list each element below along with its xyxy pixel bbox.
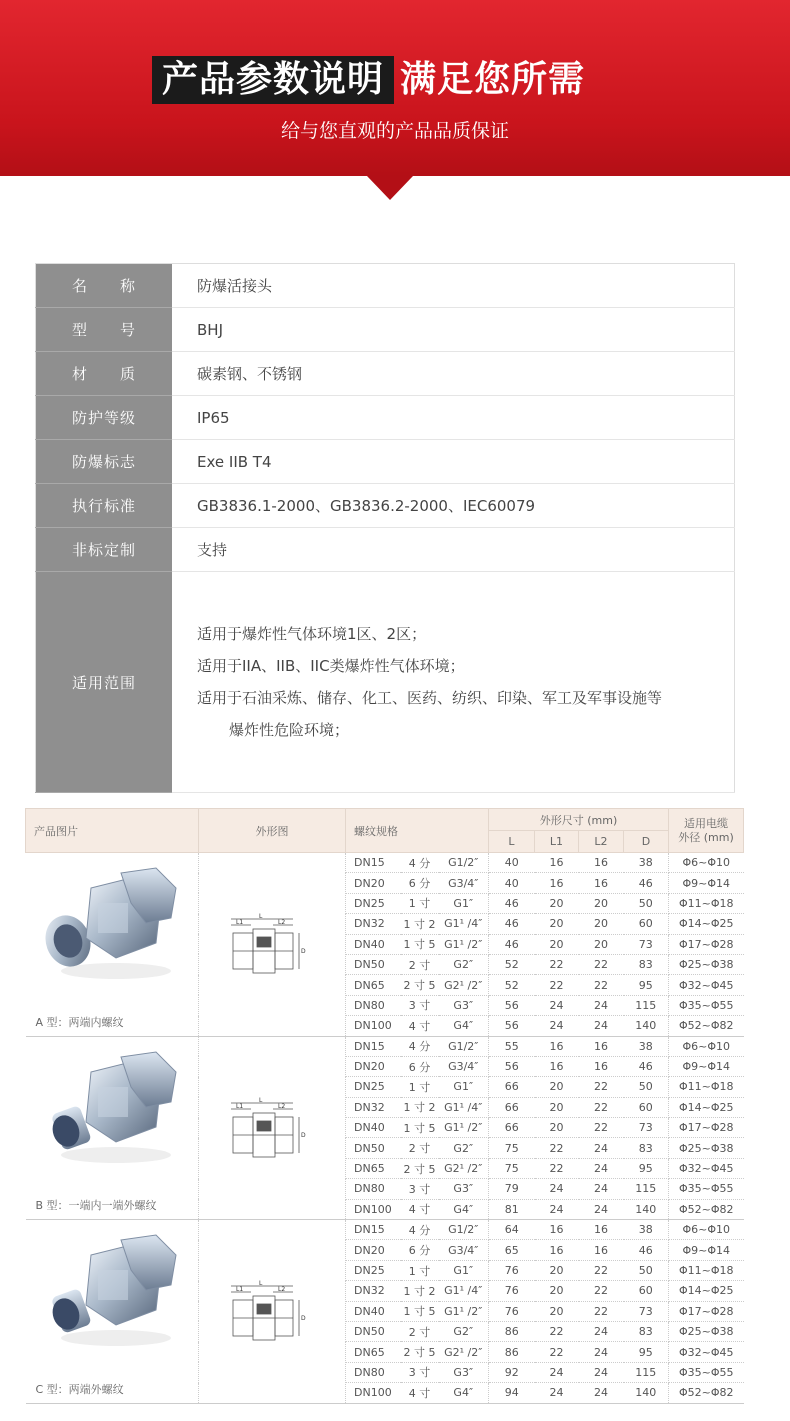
thread-spec: G2″	[439, 1138, 489, 1158]
dim-D: 46	[624, 1240, 669, 1260]
spec-row	[26, 1036, 744, 1056]
dim-D: 50	[624, 893, 669, 913]
thread-spec: G1¹ /2″	[439, 1118, 489, 1138]
thread-spec: G1/2″	[439, 1220, 489, 1240]
dim-L: 79	[489, 1179, 535, 1199]
inch-size: 6 分	[401, 1056, 439, 1076]
dim-L: 55	[489, 1036, 535, 1056]
dim-L: 92	[489, 1362, 535, 1382]
dim-L2: 24	[579, 1342, 624, 1362]
dim-L2: 20	[579, 914, 624, 934]
dim-D: 50	[624, 1260, 669, 1280]
inch-size: 2 寸	[401, 954, 439, 974]
dim-L2: 16	[579, 873, 624, 893]
drawing-label-L1: L1	[236, 1102, 244, 1110]
dim-L2: 20	[579, 893, 624, 913]
thread-spec: G1/2″	[439, 853, 489, 873]
header-L: L	[489, 831, 535, 853]
dim-L2: 24	[579, 1158, 624, 1178]
dim-L: 66	[489, 1118, 535, 1138]
dim-L: 86	[489, 1321, 535, 1341]
scope-line: 适用于爆炸性气体环境1区、2区；	[197, 625, 427, 643]
inch-size: 4 分	[401, 853, 439, 873]
dim-L1: 24	[535, 1179, 579, 1199]
dim-L2: 22	[579, 1281, 624, 1301]
dn-size: DN50	[346, 954, 401, 974]
spec-row	[26, 1220, 744, 1240]
param-row	[36, 352, 735, 396]
cable-range: Φ25~Φ38	[669, 954, 744, 974]
dim-L2: 24	[579, 1138, 624, 1158]
drawing-label-L2: L2	[278, 1102, 286, 1110]
dim-L1: 20	[535, 1097, 579, 1117]
thread-spec: G1¹ /4″	[439, 1097, 489, 1117]
inch-size: 1 寸	[401, 893, 439, 913]
dim-D: 73	[624, 934, 669, 954]
dim-L1: 24	[535, 1383, 579, 1403]
cable-range: Φ9~Φ14	[669, 873, 744, 893]
dim-L2: 22	[579, 1301, 624, 1321]
dim-L: 75	[489, 1138, 535, 1158]
drawing-label-L1: L1	[236, 1286, 244, 1294]
cable-range: Φ52~Φ82	[669, 1383, 744, 1403]
dim-D: 60	[624, 1097, 669, 1117]
banner-title-highlight: 产品参数说明	[152, 56, 394, 104]
thread-spec: G2″	[439, 954, 489, 974]
dim-L: 76	[489, 1301, 535, 1321]
dim-L1: 22	[535, 1138, 579, 1158]
cable-range: Φ6~Φ10	[669, 1036, 744, 1056]
dim-L2: 24	[579, 995, 624, 1015]
inch-size: 6 分	[401, 873, 439, 893]
cable-range: Φ32~Φ45	[669, 1342, 744, 1362]
product-params-table	[35, 263, 735, 793]
drawing-label-L2: L2	[278, 1286, 286, 1294]
cable-range: Φ25~Φ38	[669, 1138, 744, 1158]
param-row	[36, 308, 735, 352]
param-key: 型 号	[36, 308, 173, 352]
thread-spec: G3/4″	[439, 873, 489, 893]
dim-L: 86	[489, 1342, 535, 1362]
scope-line: 爆炸性危险环境；	[229, 721, 350, 739]
product-photo-cell	[26, 1220, 199, 1404]
cable-range: Φ32~Φ45	[669, 1158, 744, 1178]
dim-L1: 20	[535, 1118, 579, 1138]
drawing-label-L: L	[259, 913, 263, 920]
dn-size: DN100	[346, 1199, 401, 1219]
cable-range: Φ35~Φ55	[669, 995, 744, 1015]
dim-L: 46	[489, 934, 535, 954]
dim-L: 40	[489, 873, 535, 893]
product-photo-cell	[26, 853, 199, 1037]
inch-size: 6 分	[401, 1240, 439, 1260]
dim-L2: 16	[579, 853, 624, 873]
inch-size: 1 寸 2	[401, 1097, 439, 1117]
dim-L2: 22	[579, 954, 624, 974]
inch-size: 3 寸	[401, 995, 439, 1015]
dim-L2: 24	[579, 1362, 624, 1382]
drawing-label-D: D	[301, 948, 306, 955]
spec-row	[26, 853, 744, 873]
cable-range: Φ25~Φ38	[669, 1321, 744, 1341]
inch-size: 2 寸	[401, 1321, 439, 1341]
cable-range: Φ9~Φ14	[669, 1056, 744, 1076]
dim-L: 81	[489, 1199, 535, 1219]
banner-title-rest: 满足您所需	[400, 59, 586, 100]
drawing-label-L2: L2	[278, 919, 286, 926]
thread-spec: G1¹ /2″	[439, 1301, 489, 1321]
thread-spec: G4″	[439, 1383, 489, 1403]
thread-spec: G3/4″	[439, 1056, 489, 1076]
drawing-label-L: L	[259, 1096, 263, 1104]
param-row	[36, 484, 735, 528]
dim-L1: 16	[535, 1240, 579, 1260]
param-value: BHJ	[172, 308, 735, 352]
dim-D: 140	[624, 1016, 669, 1036]
cable-range: Φ11~Φ18	[669, 893, 744, 913]
dim-L: 56	[489, 995, 535, 1015]
dim-D: 83	[624, 1138, 669, 1158]
dim-L2: 24	[579, 1321, 624, 1341]
dim-L: 56	[489, 1056, 535, 1076]
drawing-cell	[199, 1220, 346, 1404]
header-L1: L1	[535, 831, 579, 853]
dim-L: 76	[489, 1281, 535, 1301]
inch-size: 4 寸	[401, 1199, 439, 1219]
drawing-label-D: D	[301, 1315, 306, 1323]
cable-range: Φ17~Φ28	[669, 1301, 744, 1321]
thread-spec: G1¹ /4″	[439, 1281, 489, 1301]
param-row	[36, 396, 735, 440]
fitting-photo-icon	[36, 1047, 186, 1167]
dim-L1: 22	[535, 1321, 579, 1341]
param-value: IP65	[172, 396, 735, 440]
inch-size: 4 寸	[401, 1016, 439, 1036]
dn-size: DN15	[346, 1036, 401, 1056]
thread-spec: G3″	[439, 1362, 489, 1382]
dn-size: DN50	[346, 1321, 401, 1341]
thread-spec: G4″	[439, 1199, 489, 1219]
cable-range: Φ17~Φ28	[669, 934, 744, 954]
dim-L2: 24	[579, 1383, 624, 1403]
dn-size: DN80	[346, 1362, 401, 1382]
cable-range: Φ11~Φ18	[669, 1260, 744, 1280]
inch-size: 1 寸 5	[401, 1118, 439, 1138]
dim-D: 115	[624, 1362, 669, 1382]
dimension-drawing	[223, 913, 333, 983]
param-value: 碳素钢、不锈钢	[172, 352, 735, 396]
param-value: GB3836.1-2000、GB3836.2-2000、IEC60079	[172, 484, 735, 528]
dn-size: DN65	[346, 1342, 401, 1362]
thread-spec: G3″	[439, 995, 489, 1015]
thread-spec: G3″	[439, 1179, 489, 1199]
dim-L1: 16	[535, 1056, 579, 1076]
dim-D: 46	[624, 873, 669, 893]
dim-L: 64	[489, 1220, 535, 1240]
header-drawing: 外形图	[199, 809, 346, 853]
inch-size: 2 寸	[401, 1138, 439, 1158]
cable-range: Φ9~Φ14	[669, 1240, 744, 1260]
dn-size: DN25	[346, 1260, 401, 1280]
drawing-cell	[199, 1036, 346, 1220]
drawing-label-L1: L1	[236, 919, 244, 926]
inch-size: 4 分	[401, 1220, 439, 1240]
dim-L: 75	[489, 1158, 535, 1178]
cable-range: Φ35~Φ55	[669, 1179, 744, 1199]
dim-D: 60	[624, 914, 669, 934]
dn-size: DN20	[346, 1056, 401, 1076]
inch-size: 1 寸 5	[401, 934, 439, 954]
param-value: 支持	[172, 528, 735, 572]
dim-L: 76	[489, 1260, 535, 1280]
inch-size: 2 寸 5	[401, 1158, 439, 1178]
dim-L: 66	[489, 1077, 535, 1097]
dim-L1: 20	[535, 934, 579, 954]
inch-size: 2 寸 5	[401, 975, 439, 995]
scope-line: 适用于石油采炼、储存、化工、医药、纺织、印染、军工及军事设施等	[197, 689, 663, 707]
dim-L2: 24	[579, 1179, 624, 1199]
dn-size: DN32	[346, 1097, 401, 1117]
param-key: 防护等级	[36, 396, 173, 440]
dim-L2: 22	[579, 1097, 624, 1117]
dn-size: DN20	[346, 1240, 401, 1260]
spec-table	[25, 808, 744, 1404]
thread-spec: G3/4″	[439, 1240, 489, 1260]
cable-range: Φ14~Φ25	[669, 1281, 744, 1301]
banner-arrow-icon	[367, 176, 413, 200]
dim-L: 46	[489, 893, 535, 913]
dn-size: DN100	[346, 1016, 401, 1036]
thread-spec: G1″	[439, 893, 489, 913]
scope-line: 适用于IIA、IIB、IIC类爆炸性气体环境；	[197, 657, 465, 675]
dn-size: DN100	[346, 1383, 401, 1403]
inch-size: 1 寸 5	[401, 1301, 439, 1321]
dim-D: 95	[624, 1158, 669, 1178]
thread-spec: G2¹ /2″	[439, 1342, 489, 1362]
dim-L1: 20	[535, 1301, 579, 1321]
dim-L1: 22	[535, 1342, 579, 1362]
dim-L2: 24	[579, 1016, 624, 1036]
dn-size: DN40	[346, 1118, 401, 1138]
dim-D: 50	[624, 1077, 669, 1097]
dim-L2: 16	[579, 1240, 624, 1260]
dim-L1: 24	[535, 1362, 579, 1382]
dim-L1: 20	[535, 893, 579, 913]
dim-L1: 22	[535, 975, 579, 995]
thread-spec: G1¹ /4″	[439, 914, 489, 934]
dim-D: 73	[624, 1301, 669, 1321]
dim-D: 95	[624, 975, 669, 995]
cable-range: Φ35~Φ55	[669, 1362, 744, 1382]
thread-spec: G4″	[439, 1016, 489, 1036]
header-dims: 外形尺寸 (mm)	[489, 809, 669, 831]
drawing-cell	[199, 853, 346, 1037]
header-cable: 适用电缆 外径 (mm)	[669, 809, 744, 853]
cable-range: Φ11~Φ18	[669, 1077, 744, 1097]
thread-spec: G2¹ /2″	[439, 975, 489, 995]
cable-range: Φ32~Φ45	[669, 975, 744, 995]
inch-size: 1 寸	[401, 1077, 439, 1097]
dn-size: DN15	[346, 1220, 401, 1240]
cable-range: Φ52~Φ82	[669, 1016, 744, 1036]
dim-L1: 24	[535, 995, 579, 1015]
cable-range: Φ52~Φ82	[669, 1199, 744, 1219]
dim-L1: 16	[535, 1220, 579, 1240]
dim-L1: 24	[535, 1199, 579, 1219]
dim-L1: 16	[535, 1036, 579, 1056]
param-row-scope	[36, 572, 735, 793]
cable-range: Φ6~Φ10	[669, 853, 744, 873]
dim-L: 52	[489, 954, 535, 974]
dim-D: 83	[624, 1321, 669, 1341]
dn-size: DN50	[346, 1138, 401, 1158]
dim-D: 115	[624, 995, 669, 1015]
dim-L: 46	[489, 914, 535, 934]
dim-L2: 20	[579, 934, 624, 954]
drawing-label-D: D	[301, 1131, 306, 1139]
dim-L: 52	[489, 975, 535, 995]
inch-size: 1 寸 2	[401, 914, 439, 934]
thread-spec: G2¹ /2″	[439, 1158, 489, 1178]
dim-L: 94	[489, 1383, 535, 1403]
param-key: 非标定制	[36, 528, 173, 572]
dim-L1: 22	[535, 1158, 579, 1178]
param-value: Exe IIB T4	[172, 440, 735, 484]
param-row	[36, 528, 735, 572]
cable-range: Φ14~Φ25	[669, 914, 744, 934]
dim-L1: 24	[535, 1016, 579, 1036]
inch-size: 3 寸	[401, 1362, 439, 1382]
dim-D: 95	[624, 1342, 669, 1362]
inch-size: 3 寸	[401, 1179, 439, 1199]
dim-L2: 16	[579, 1036, 624, 1056]
fitting-photo-icon	[36, 1230, 186, 1350]
header-photo: 产品图片	[26, 809, 199, 853]
thread-spec: G1″	[439, 1077, 489, 1097]
dim-D: 46	[624, 1056, 669, 1076]
dn-size: DN65	[346, 975, 401, 995]
dn-size: DN32	[346, 1281, 401, 1301]
drawing-label-L: L	[259, 1280, 263, 1288]
cable-range: Φ14~Φ25	[669, 1097, 744, 1117]
thread-spec: G1/2″	[439, 1036, 489, 1056]
dim-L1: 20	[535, 1077, 579, 1097]
inch-size: 1 寸	[401, 1260, 439, 1280]
dim-D: 38	[624, 1036, 669, 1056]
type-label: C 型：两端外螺纹	[35, 1382, 124, 1396]
header-L2: L2	[579, 831, 624, 853]
param-key: 材 质	[36, 352, 173, 396]
dim-L: 65	[489, 1240, 535, 1260]
header-D: D	[624, 831, 669, 853]
dim-D: 38	[624, 853, 669, 873]
dn-size: DN80	[346, 995, 401, 1015]
dn-size: DN25	[346, 893, 401, 913]
dn-size: DN15	[346, 853, 401, 873]
dim-L2: 22	[579, 1077, 624, 1097]
dim-L1: 20	[535, 1281, 579, 1301]
inch-size: 4 分	[401, 1036, 439, 1056]
dim-D: 73	[624, 1118, 669, 1138]
dim-D: 83	[624, 954, 669, 974]
dim-L1: 22	[535, 954, 579, 974]
inch-size: 4 寸	[401, 1383, 439, 1403]
header-thread: 螺纹规格	[346, 809, 489, 853]
dim-L2: 16	[579, 1220, 624, 1240]
dim-L2: 22	[579, 1260, 624, 1280]
param-value: 防爆活接头	[172, 264, 735, 308]
thread-spec: G1¹ /2″	[439, 934, 489, 954]
dn-size: DN80	[346, 1179, 401, 1199]
param-key: 防爆标志	[36, 440, 173, 484]
param-row	[36, 264, 735, 308]
dim-L1: 16	[535, 873, 579, 893]
cable-range: Φ6~Φ10	[669, 1220, 744, 1240]
dimension-drawing	[223, 1280, 333, 1350]
dim-L2: 16	[579, 1056, 624, 1076]
dn-size: DN20	[346, 873, 401, 893]
dim-D: 38	[624, 1220, 669, 1240]
dim-D: 140	[624, 1199, 669, 1219]
param-row	[36, 440, 735, 484]
type-label: A 型：两端内螺纹	[35, 1015, 124, 1029]
dim-D: 60	[624, 1281, 669, 1301]
dn-size: DN40	[346, 934, 401, 954]
dim-L2: 24	[579, 1199, 624, 1219]
dim-L1: 16	[535, 853, 579, 873]
param-value-scope	[172, 572, 735, 793]
inch-size: 1 寸 2	[401, 1281, 439, 1301]
dim-D: 115	[624, 1179, 669, 1199]
param-key: 适用范围	[36, 572, 173, 793]
dim-L1: 20	[535, 1260, 579, 1280]
dim-D: 140	[624, 1383, 669, 1403]
inch-size: 2 寸 5	[401, 1342, 439, 1362]
dn-size: DN40	[346, 1301, 401, 1321]
thread-spec: G2″	[439, 1321, 489, 1341]
param-key: 名 称	[36, 264, 173, 308]
dimension-drawing	[223, 1097, 333, 1167]
banner-subtitle: 给与您直观的产品品质保证	[280, 120, 509, 142]
dim-L: 56	[489, 1016, 535, 1036]
dim-L: 40	[489, 853, 535, 873]
fitting-photo-icon	[36, 863, 186, 983]
type-label: B 型：一端内一端外螺纹	[35, 1199, 157, 1213]
dn-size: DN32	[346, 914, 401, 934]
thread-spec: G1″	[439, 1260, 489, 1280]
dim-L2: 22	[579, 975, 624, 995]
param-key: 执行标准	[36, 484, 173, 528]
product-photo-cell	[26, 1036, 199, 1220]
dn-size: DN25	[346, 1077, 401, 1097]
cable-range: Φ17~Φ28	[669, 1118, 744, 1138]
dim-L2: 22	[579, 1118, 624, 1138]
banner-title	[152, 56, 585, 104]
dim-L: 66	[489, 1097, 535, 1117]
dn-size: DN65	[346, 1158, 401, 1178]
dim-L1: 20	[535, 914, 579, 934]
